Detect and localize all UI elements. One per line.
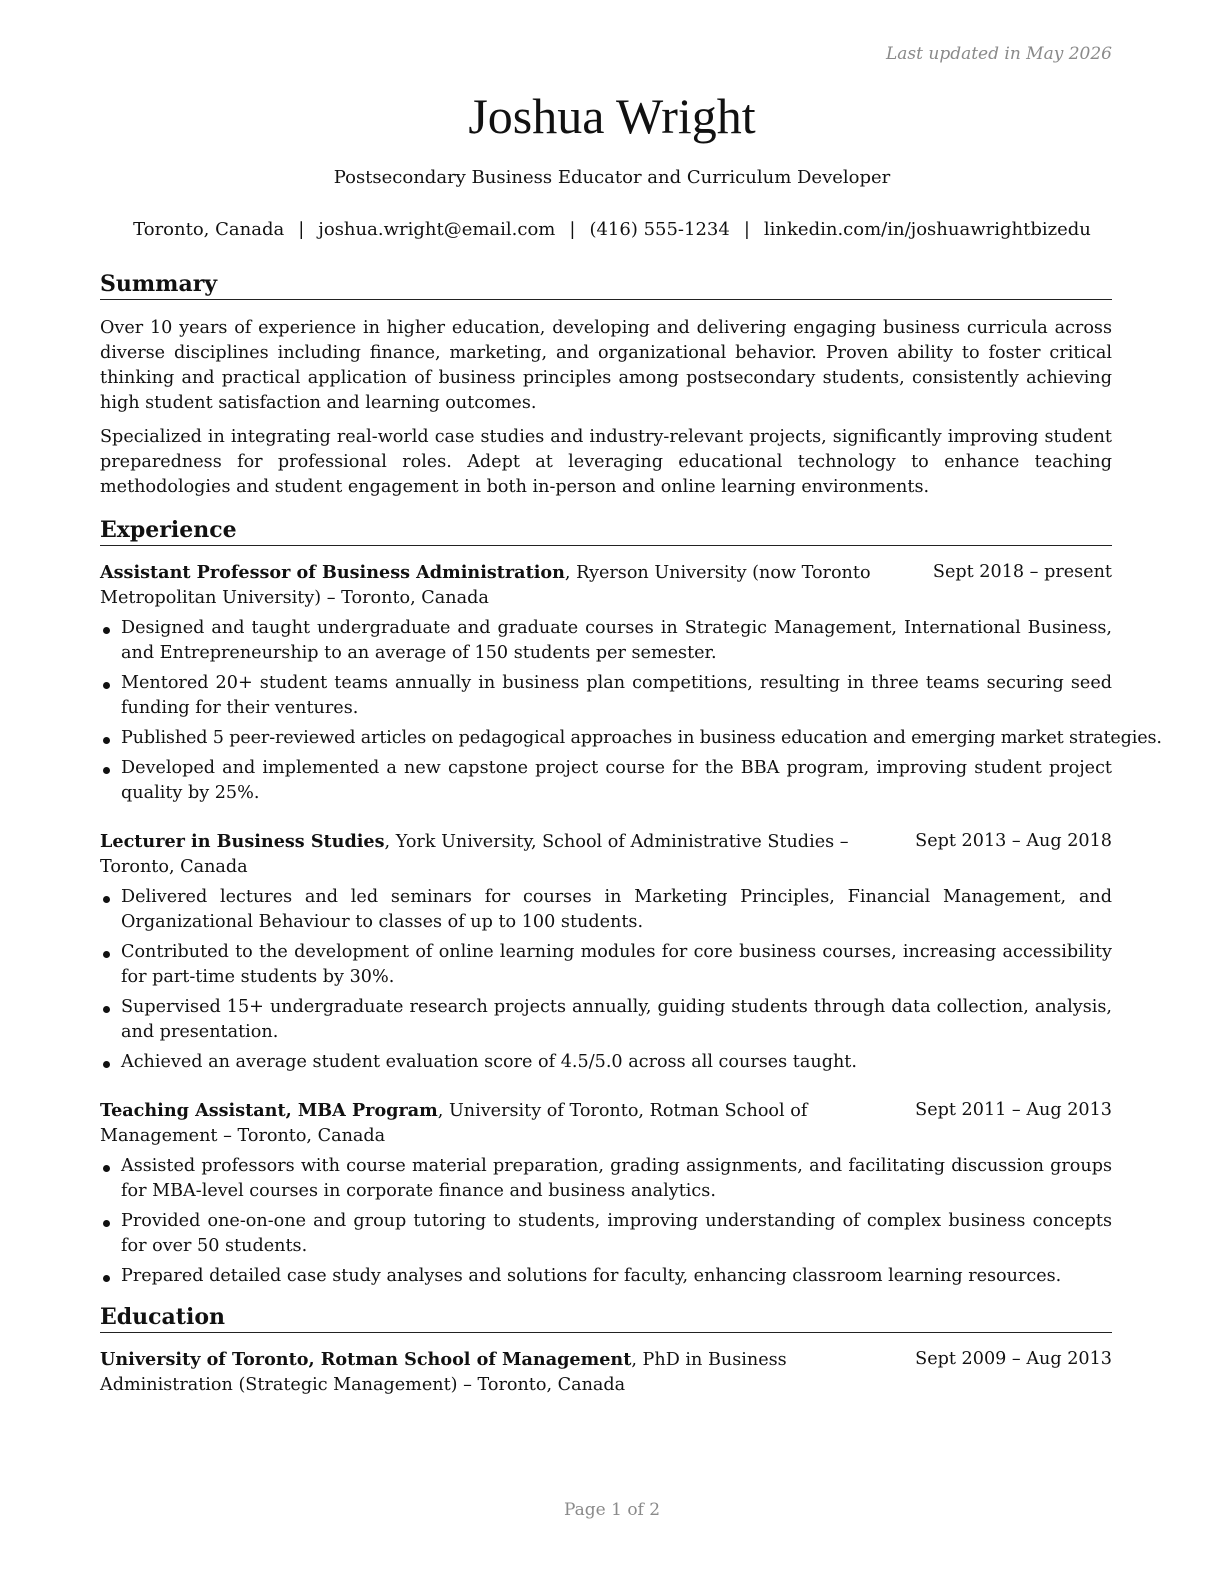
contact-linkedin[interactable]: linkedin.com/in/joshuawrightbizedu xyxy=(763,219,1091,240)
list-item xyxy=(100,616,1112,666)
job-bullets xyxy=(100,885,1112,1075)
contact-line xyxy=(0,219,1224,240)
job-header xyxy=(100,560,1112,611)
list-item xyxy=(100,940,1112,990)
bullet-text: Designed and taught undergraduate and graduate courses in Strategic Management, International Business, and Entrepreneurship to an average of 150 students per semester. xyxy=(121,618,1112,663)
education-degree: , PhD in Business Administration (Strategic Management) – Toronto, Canada xyxy=(100,1350,787,1395)
bullet-icon xyxy=(103,951,110,958)
bullet-icon xyxy=(103,896,110,903)
bullet-icon xyxy=(103,627,110,634)
bullet-text: Contributed to the development of online learning modules for core business courses, increasing accessibility for part-time students by 30%. xyxy=(121,942,1112,987)
job-header xyxy=(100,829,1112,880)
bullet-text: Assisted professors with course material preparation, grading assignments, and facilitating discussion groups for MBA-level courses in corporate finance and business analytics. xyxy=(121,1156,1112,1201)
bullet-icon xyxy=(103,1061,110,1068)
education-section xyxy=(100,1303,1112,1398)
contact-separator: | xyxy=(298,219,305,240)
education-entry xyxy=(100,1347,1112,1398)
bullet-text: Delivered lectures and led seminars for courses in Marketing Principles, Financial Management, and Organizational Behaviour to classes of up to 100 students. xyxy=(121,887,1112,932)
contact-separator: | xyxy=(569,219,576,240)
bullet-icon xyxy=(103,682,110,689)
list-item xyxy=(100,885,1112,935)
education-header xyxy=(100,1347,1112,1398)
contact-phone: (416) 555-1234 xyxy=(589,219,730,240)
job-entry xyxy=(100,1098,1112,1289)
contact-location: Toronto, Canada xyxy=(133,219,285,240)
section-title-experience: Experience xyxy=(100,516,1112,546)
list-item xyxy=(100,726,1162,751)
job-dates: Sept 2013 – Aug 2018 xyxy=(915,831,1112,851)
job-title-line xyxy=(100,1098,880,1149)
list-item xyxy=(100,756,1112,806)
section-title-summary: Summary xyxy=(100,270,1112,300)
bullet-text: Supervised 15+ undergraduate research projects annually, guiding students through data collection, analysis, and presentation. xyxy=(121,997,1112,1042)
bullet-icon xyxy=(103,737,110,744)
bullet-icon xyxy=(103,1220,110,1227)
education-title-line xyxy=(100,1347,880,1398)
job-dates: Sept 2011 – Aug 2013 xyxy=(915,1100,1112,1120)
bullet-text: Published 5 peer-reviewed articles on pedagogical approaches in business education and emerging market strategies. xyxy=(121,728,1162,748)
bullet-text: Prepared detailed case study analyses and solutions for faculty, enhancing classroom learning resources. xyxy=(121,1266,1062,1286)
summary-paragraph: Specialized in integrating real-world case studies and industry-relevant projects, significantly improving student preparedness for professional roles. Adept at leveraging educational technology to enhance teaching methodologies and student engagement in both in-person and online learning environments. xyxy=(100,427,1112,497)
job-title-line xyxy=(100,560,880,611)
summary-section xyxy=(100,270,1112,500)
job-bullets xyxy=(100,1154,1112,1289)
resume-body xyxy=(100,270,1162,1398)
job-role: Teaching Assistant, MBA Program xyxy=(100,1100,438,1121)
job-entry xyxy=(100,829,1112,1075)
bullet-icon xyxy=(103,1165,110,1172)
job-organization: , Ryerson University (now Toronto Metropolitan University) – Toronto, Canada xyxy=(100,563,871,608)
list-item xyxy=(100,1050,1112,1075)
education-school: University of Toronto, Rotman School of Management xyxy=(100,1349,632,1370)
bullet-icon xyxy=(103,1006,110,1013)
job-bullets xyxy=(100,616,1162,806)
section-title-education: Education xyxy=(100,1303,1112,1333)
bullet-text: Developed and implemented a new capstone project course for the BBA program, improving student project quality by 25%. xyxy=(121,758,1112,803)
job-header xyxy=(100,1098,1112,1149)
job-organization: , University of Toronto, Rotman School of Management – Toronto, Canada xyxy=(100,1101,808,1146)
job-entry xyxy=(100,560,1162,806)
list-item xyxy=(100,995,1112,1045)
professional-tagline: Postsecondary Business Educator and Curriculum Developer xyxy=(333,167,891,188)
page-number: Page 1 of 2 xyxy=(563,1500,661,1520)
list-item xyxy=(100,671,1112,721)
candidate-name: Joshua Wright xyxy=(468,88,756,144)
contact-separator: | xyxy=(743,219,750,240)
job-role: Assistant Professor of Business Administration xyxy=(100,562,565,583)
job-dates: Sept 2018 – present xyxy=(932,562,1112,582)
summary-body xyxy=(100,316,1112,500)
bullet-icon xyxy=(103,767,110,774)
job-role: Lecturer in Business Studies xyxy=(100,831,385,852)
bullet-text: Mentored 20+ student teams annually in business plan competitions, resulting in three teams securing seed funding for their ventures. xyxy=(121,673,1112,718)
contact-email[interactable]: joshua.wright@email.com xyxy=(318,219,556,240)
bullet-text: Provided one-on-one and group tutoring to students, improving understanding of complex business concepts for over 50 students. xyxy=(121,1211,1112,1256)
bullet-icon xyxy=(103,1275,110,1282)
education-dates: Sept 2009 – Aug 2013 xyxy=(915,1349,1112,1369)
job-organization: , York University, School of Administrative Studies – Toronto, Canada xyxy=(100,832,849,877)
summary-paragraph: Over 10 years of experience in higher education, developing and delivering engaging business curricula across diverse disciplines including finance, marketing, and organizational behavior. Proven ability to foster critical thinking and practical application of business principles among postsecondary students, consistently achieving high student satisfaction and learning outcomes. xyxy=(100,318,1112,413)
experience-section xyxy=(100,516,1162,1289)
list-item xyxy=(100,1209,1112,1259)
last-updated-note: Last updated in May 2026 xyxy=(885,44,1112,64)
list-item xyxy=(100,1264,1112,1289)
list-item xyxy=(100,1154,1112,1204)
bullet-text: Achieved an average student evaluation score of 4.5/5.0 across all courses taught. xyxy=(121,1052,857,1072)
job-title-line xyxy=(100,829,880,880)
